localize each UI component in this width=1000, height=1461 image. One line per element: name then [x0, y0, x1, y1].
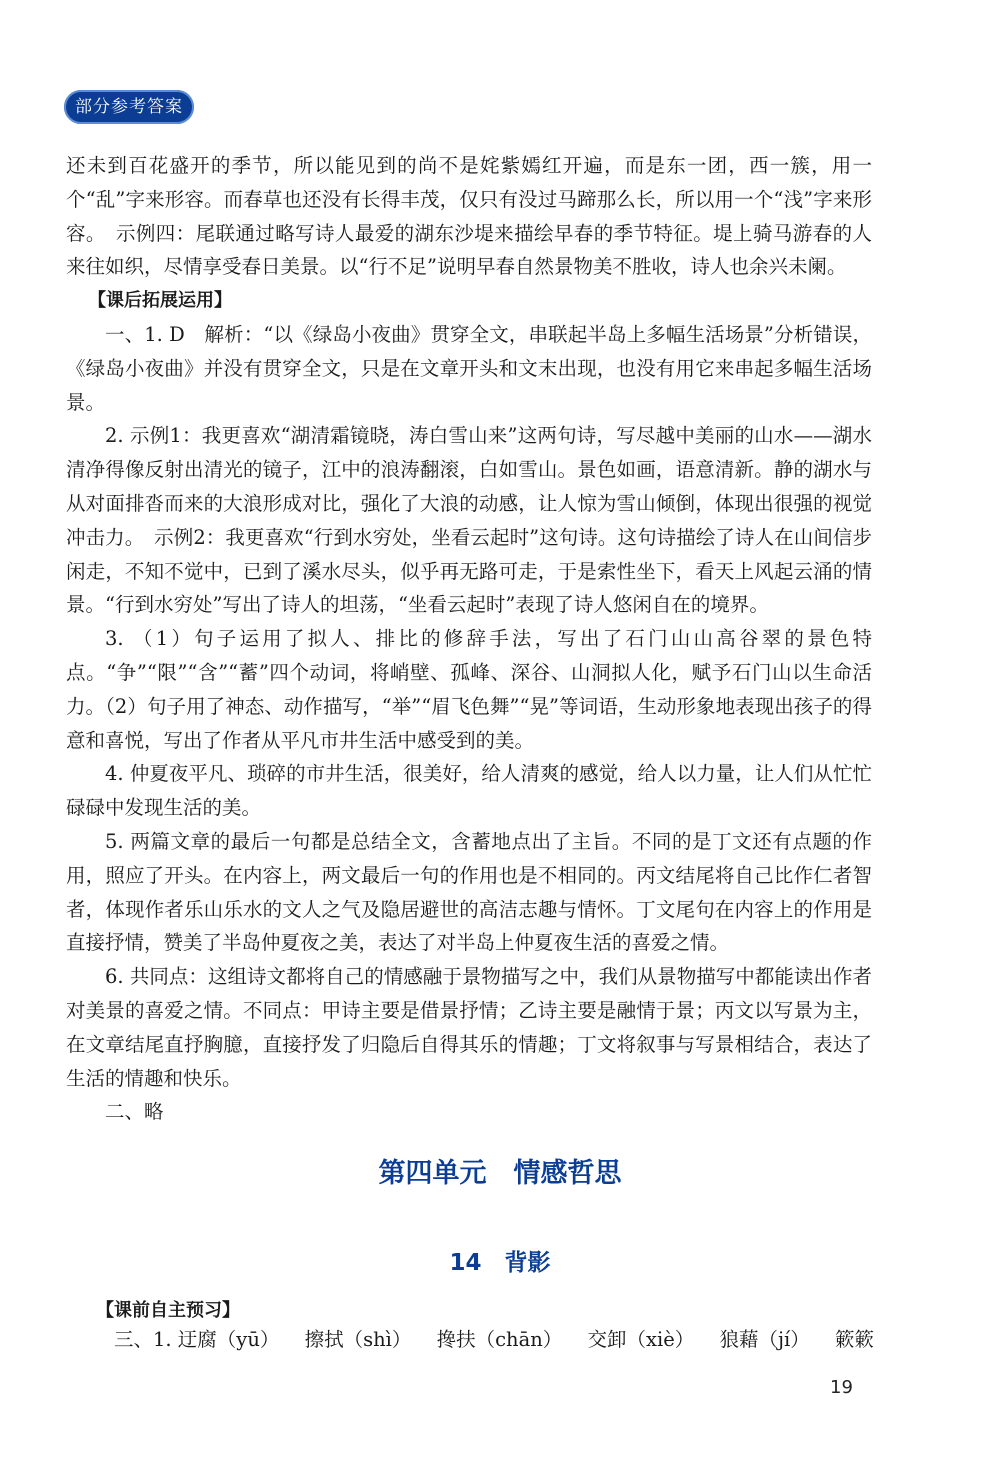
paragraph-q6: 6. 共同点：这组诗文都将自己的情感融于景物描写之中，我们从景物描写中都能读出作者对美景的喜爱之情。不同点：甲诗主要是借景抒情；乙诗主要是融情于景；丙文以写景为主，在文章结尾直抒胸臆，直接抒发了归隐后自得其乐的情趣；丁文将叙事与写景相结合，表达了生活的情趣和快乐。	[66, 965, 872, 1090]
paragraph-q1: 一、1. D 解析：“以《绿岛小夜曲》贯穿全文，串联起半岛上多幅生活场景”分析错误，《绿岛小夜曲》并没有贯穿全文，只是在文章开头和文末出现，也没有用它来串起多幅生活场景。	[66, 322, 872, 414]
paragraph-q2: 2. 示例1：我更喜欢“湖清霜镜晓，涛白雪山来”这两句诗，写尽越中美丽的山水——湖水清净得像反射出清光的镜子，江中的浪涛翻滚，白如雪山。景色如画，语意清新。静的湖水与从对面排沓而来的大浪形成对比，强化了大浪的动感，让人惊为雪山倾倒，体现出很强的视觉冲击力。 示例2：我更喜欢“行到水穷处，坐看云起时”这句诗。这句诗描绘了诗人在山间信步闲走，不知不觉中，已到了溪水尽头，似乎再无路可走，于是索性坐下，看天上风起云涌的情景。“行到水穷处”写出了诗人的坦荡，“坐看云起时”表现了诗人悠闲自在的境界。	[66, 424, 872, 617]
answer-body	[66, 149, 872, 1129]
vocab-item: 狼藉（jí）	[719, 1328, 810, 1351]
section-header-preview: 【课前自主预习】	[96, 1300, 240, 1321]
paragraph-q5: 5. 两篇文章的最后一句都是总结全文，含蓄地点出了主旨。不同的是丁文还有点题的作用，照应了开头。在内容上，两文最后一句的作用也是不相同的。丙文结尾将自己比作仁者智者，体现作者乐山乐水的文人之气及隐居避世的高洁志趣与情怀。丁文尾句在内容上的作用是直接抒情，赞美了半岛仲夏夜之美，表达了对半岛上仲夏夜生活的喜爱之情。	[66, 829, 872, 955]
vocab-item: 搀扶（chān）	[436, 1328, 563, 1351]
paragraph-part2: 二、略	[105, 1100, 164, 1124]
section-header-extension: 【课后拓展运用】	[88, 290, 232, 312]
vocab-item: 簌簌	[834, 1328, 874, 1351]
vocab-row	[114, 1324, 874, 1352]
paragraph-continued: 还未到百花盛开的季节，所以能见到的尚不是姹紫嫣红开遍，而是东一团，西一簇，用一个“乱”字来形容。而春草也还没有长得丰茂，仅只有没过马蹄那么长，所以用一个“浅”字来形容。 示例四：尾联通过略写诗人最爱的湖东沙堤来描绘早春的季节特征。堤上骑马游春的人来往如织，尽情享受春日美景。以“行不足”说明早春自然景物美不胜收，诗人也余兴未阑。	[66, 154, 872, 279]
lesson-title: 14 背影	[449, 1250, 551, 1276]
paragraph-q4: 4. 仲夏夜平凡、琐碎的市井生活，很美好，给人清爽的感觉，给人以力量，让人们从忙忙碌碌中发现生活的美。	[66, 762, 872, 820]
vocab-item: 交卸（xiè）	[587, 1328, 695, 1351]
paragraph-q3: 3. （1）句子运用了拟人、排比的修辞手法，写出了石门山山高谷翠的景色特点。“争”“限”“含”“蓄”四个动词，将峭壁、孤峰、深谷、山洞拟人化，赋予石门山以生命活力。（2）句子用了神态、动作描写，“举”“眉飞色舞”“晃”等词语，生动形象地表现出孩子的得意和喜悦，写出了作者从平凡市井生活中感受到的美。	[66, 627, 872, 752]
page-number: 19	[830, 1377, 853, 1398]
vocab-item: 三、1. 迂腐（yū）	[114, 1328, 280, 1351]
vocab-item: 擦拭（shì）	[304, 1328, 412, 1351]
unit-title: 第四单元 情感哲思	[378, 1158, 622, 1189]
answer-badge: 部分参考答案	[64, 90, 194, 124]
